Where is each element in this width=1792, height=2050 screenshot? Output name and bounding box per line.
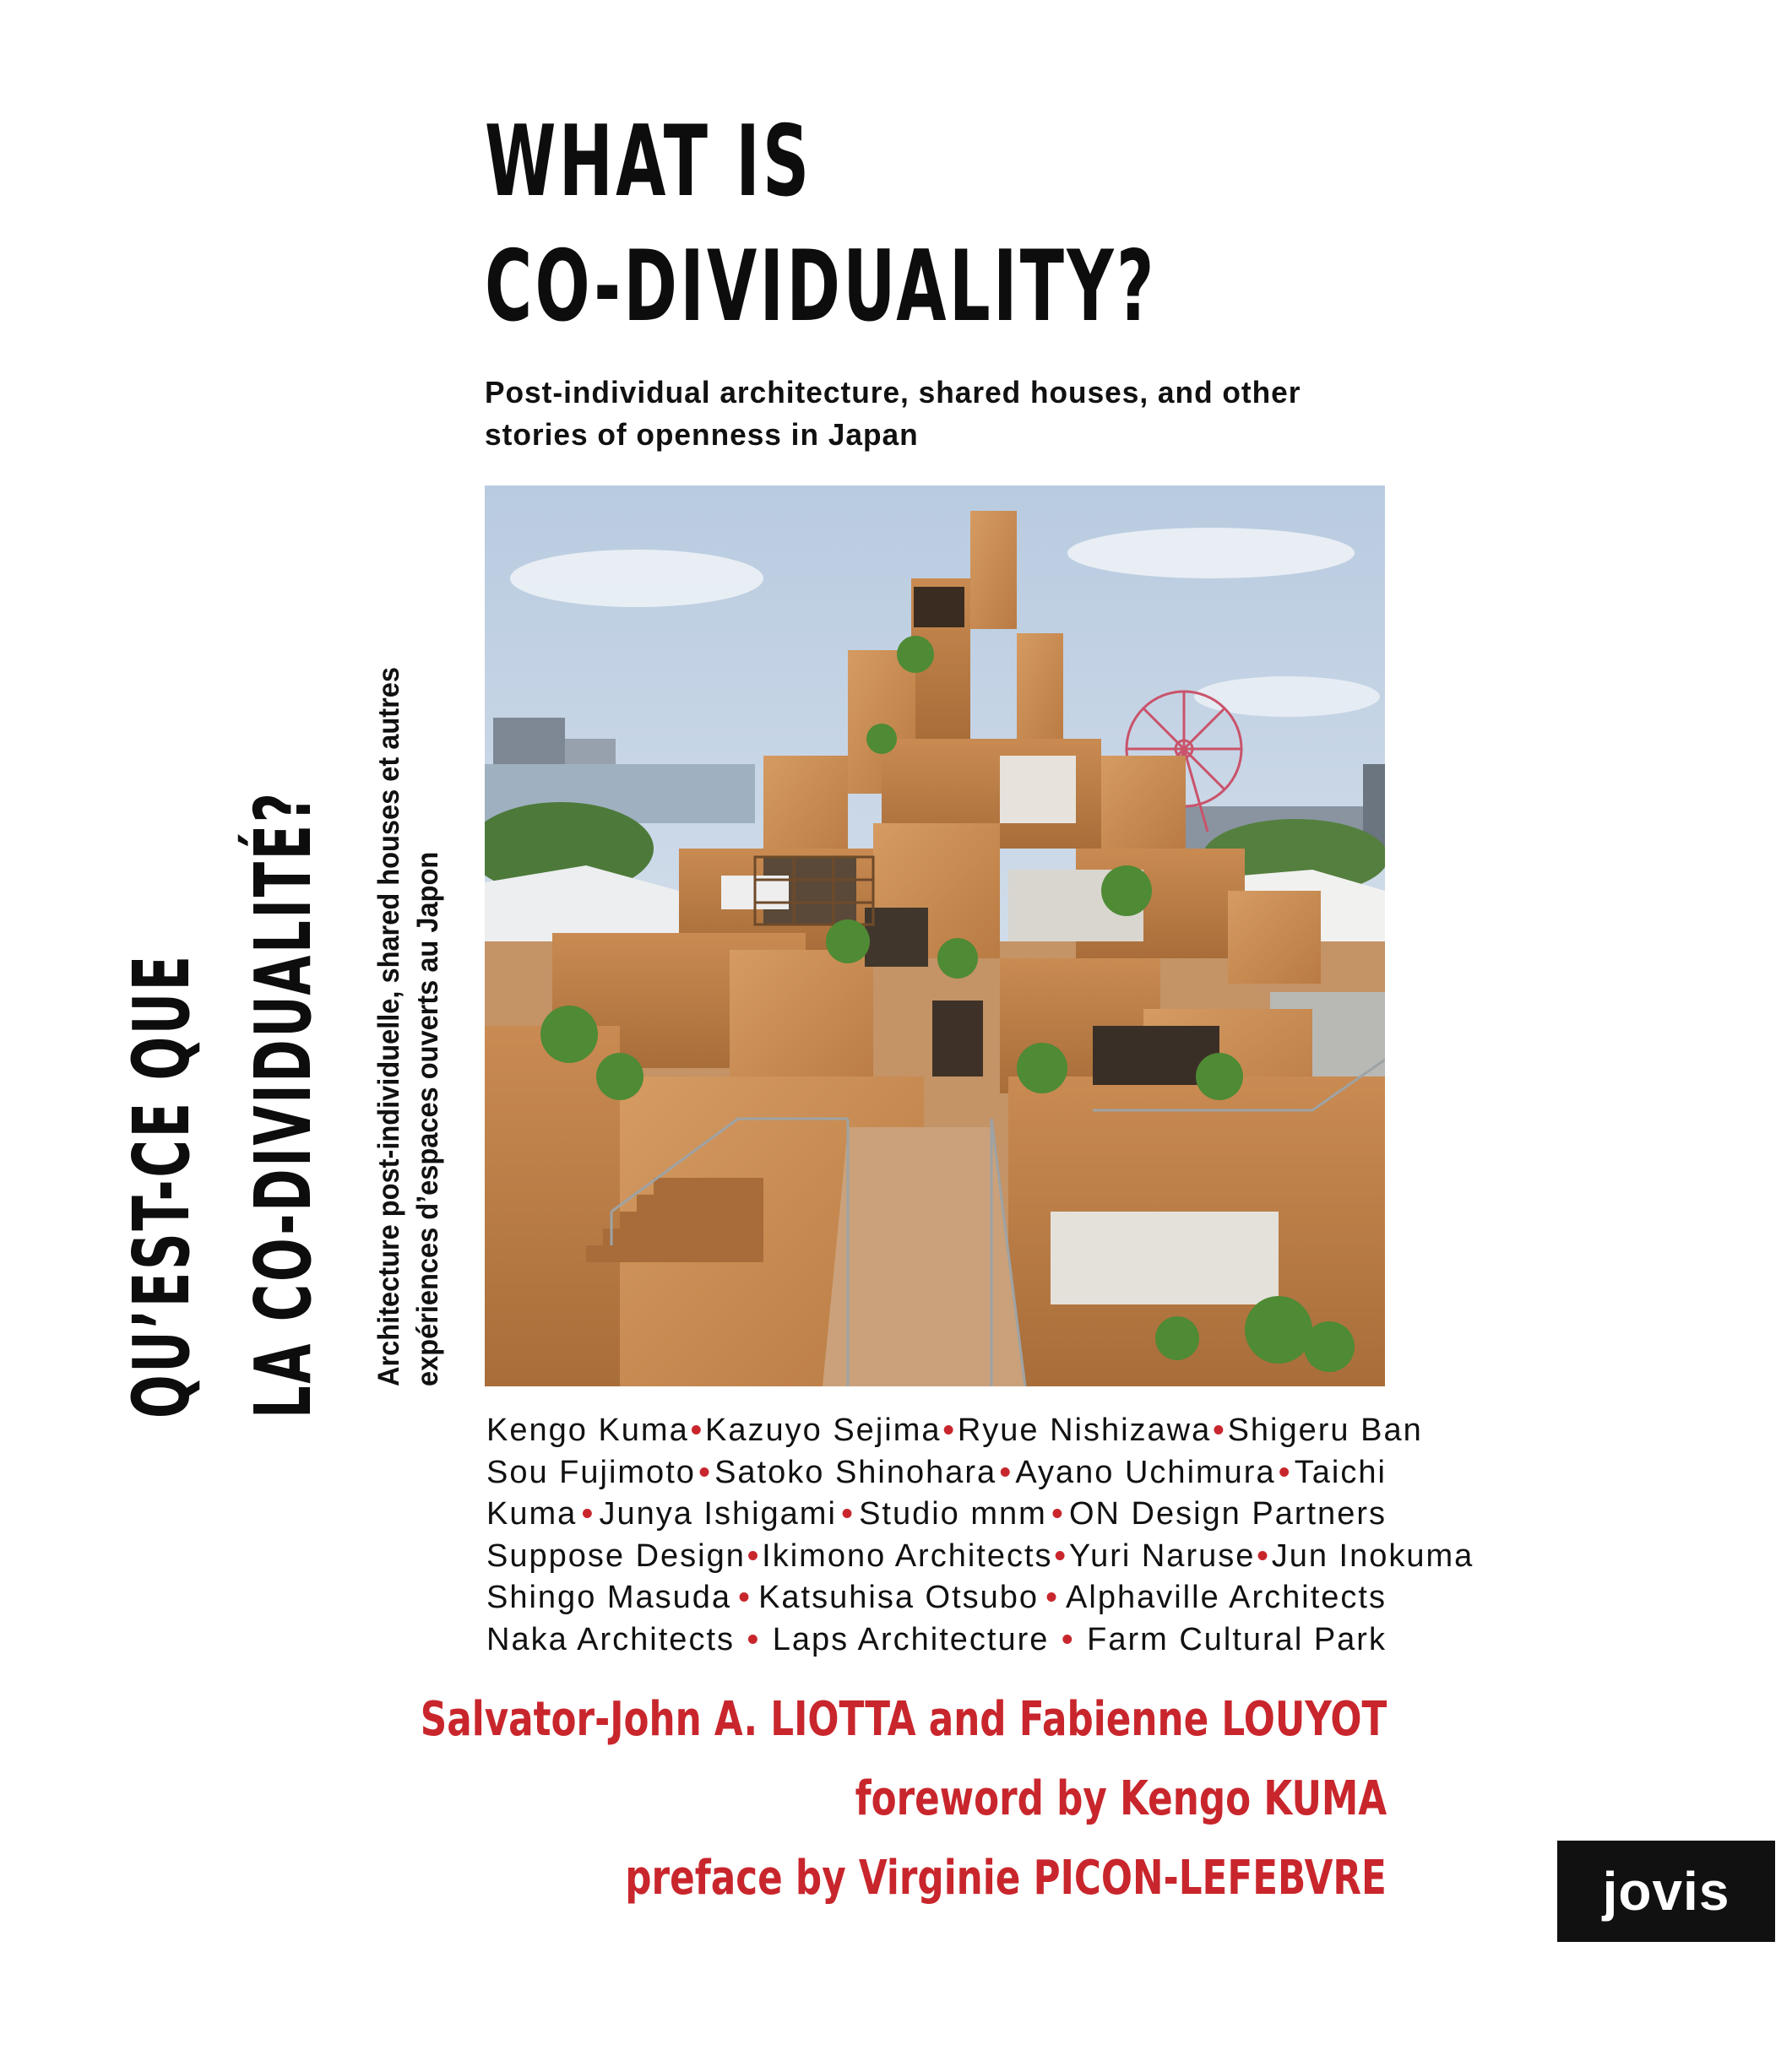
subtitle-english (485, 371, 1378, 456)
architect-name: Alphaville Architects (1066, 1580, 1387, 1615)
publisher-logo: jovis (1557, 1841, 1775, 1942)
separator-dot-icon: • (747, 1538, 761, 1574)
architect-name: Sou Fujimoto (486, 1454, 696, 1490)
architect-name: Shigeru Ban (1227, 1413, 1423, 1448)
architect-name: Taichi (1294, 1454, 1387, 1490)
separator-dot-icon: • (1045, 1580, 1059, 1615)
separator-dot-icon: • (1062, 1621, 1075, 1657)
architect-name: Ayano Uchimura (1015, 1454, 1276, 1490)
architect-name: Laps Architecture (772, 1621, 1050, 1657)
architects-line (486, 1536, 1474, 1578)
subtitle-english-line-2: stories of openness in Japan (485, 417, 919, 452)
separator-dot-icon: • (1051, 1496, 1065, 1532)
architect-name: Naka Architects (486, 1621, 735, 1657)
foreword-line: foreword by Kengo KUMA (855, 1771, 1387, 1826)
architect-name: Satoko Shinohara (714, 1454, 997, 1490)
authors-line: Salvator-John A. LIOTTA and Fabienne LOUYOT (420, 1692, 1387, 1747)
subtitle-french (370, 667, 448, 1386)
architect-name: ON Design Partners (1068, 1496, 1387, 1532)
french-title-block (101, 439, 444, 1418)
architect-name: Kuma (486, 1496, 578, 1532)
architect-name: Ikimono Architects (762, 1538, 1053, 1574)
architect-name: Studio mnm (859, 1496, 1047, 1532)
architect-name: Kazuyo Sejima (705, 1413, 942, 1448)
architects-line (486, 1494, 1387, 1536)
architects-list (486, 1410, 1474, 1661)
cover-photo-illustration (485, 485, 1385, 1386)
architects-line (486, 1577, 1387, 1619)
separator-dot-icon: • (581, 1496, 595, 1532)
preface-line: preface by Virginie PICON-LEFEBVRE (625, 1851, 1387, 1906)
separator-dot-icon: • (738, 1580, 752, 1615)
architect-name: Yuri Naruse (1068, 1538, 1256, 1574)
separator-dot-icon: • (1279, 1454, 1292, 1490)
separator-dot-icon: • (690, 1413, 704, 1448)
title-french-line-1: QU’EST-CE QUE (117, 953, 207, 1418)
title-french (101, 790, 345, 1418)
separator-dot-icon: • (698, 1454, 712, 1490)
separator-dot-icon: • (841, 1496, 855, 1532)
architect-name: Shingo Masuda (486, 1580, 732, 1615)
title-english-line-1: WHAT IS (485, 105, 812, 219)
architect-name: Farm Cultural Park (1087, 1621, 1387, 1657)
subtitle-english-line-1: Post-individual architecture, shared houses, and other (485, 375, 1301, 409)
separator-dot-icon: • (747, 1621, 761, 1657)
subtitle-french-line-1: Architecture post-individuelle, shared houses et autres (372, 667, 405, 1386)
architect-name: Jun Inokuma (1271, 1538, 1474, 1574)
separator-dot-icon: • (1213, 1413, 1226, 1448)
title-english-line-2: CO-DIVIDUALITY? (485, 230, 1157, 344)
separator-dot-icon: • (1257, 1538, 1270, 1574)
cover-photo (485, 485, 1385, 1386)
architect-name: Ryue Nishizawa (957, 1413, 1212, 1448)
architects-line (486, 1410, 1423, 1452)
architect-name: Suppose Design (486, 1538, 746, 1574)
title-french-line-2: LA CO-DIVIDUALITÉ? (238, 790, 329, 1418)
architects-line (486, 1452, 1387, 1494)
architect-name: Katsuhisa Otsubo (758, 1580, 1040, 1615)
architect-name: Junya Ishigami (599, 1496, 837, 1532)
architect-name: Kengo Kuma (486, 1413, 689, 1448)
separator-dot-icon: • (942, 1413, 956, 1448)
separator-dot-icon: • (999, 1454, 1013, 1490)
separator-dot-icon: • (1054, 1538, 1067, 1574)
subtitle-french-line-2: expériences d’espaces ouverts au Japon (411, 851, 444, 1386)
title-english (485, 100, 1157, 350)
architects-line (486, 1619, 1387, 1662)
